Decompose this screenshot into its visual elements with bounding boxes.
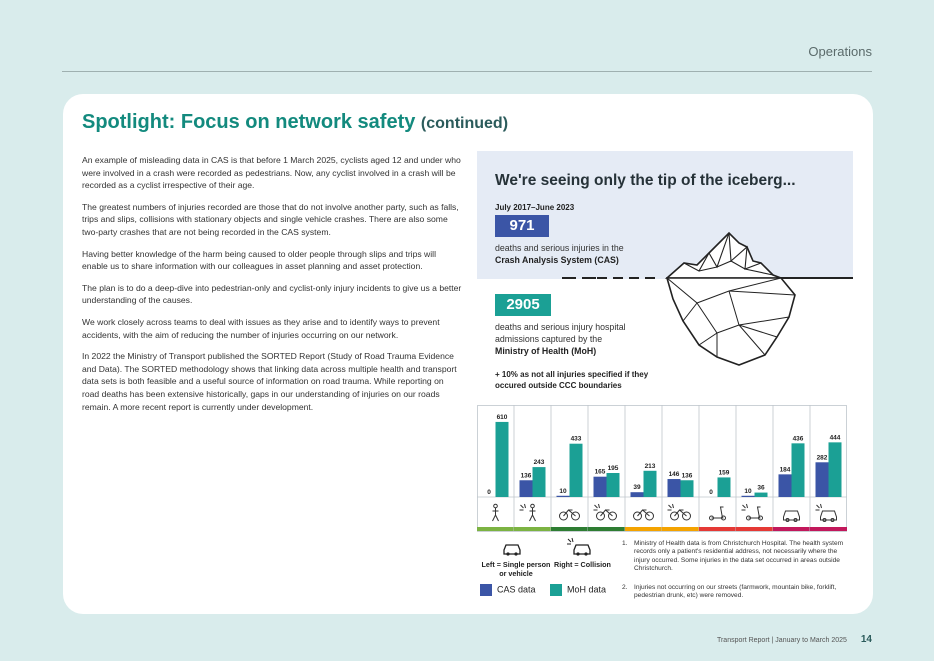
mode-icon	[710, 507, 726, 520]
bar-value-label: 10	[744, 487, 752, 495]
moh-source: Ministry of Health (MoH)	[495, 346, 597, 356]
iceberg-heading: We're seeing only the tip of the iceberg...	[495, 172, 796, 189]
mode-icon	[742, 504, 763, 520]
mode-icon	[493, 504, 499, 521]
bar-moh	[829, 442, 842, 497]
bar-value-label: 165	[594, 468, 606, 476]
bar-cas	[668, 479, 681, 497]
header-divider	[62, 71, 872, 72]
bar-moh	[607, 473, 620, 497]
category-strip	[662, 527, 699, 531]
bar-value-label: 282	[816, 454, 828, 462]
cas-stat-badge: 971	[495, 215, 549, 237]
paragraph: An example of misleading data in CAS is that before 1 March 2025, cyclists aged 12 and under who were involved in a crash were recorded as pedestrians. Now, any cyclist involved in a crash will be recorded as a cyclist irrespective of their age.	[82, 155, 461, 191]
moh-stat-description	[495, 321, 665, 357]
bar-value-label: 39	[633, 484, 641, 492]
legend-cas: CAS data	[480, 584, 536, 596]
bar-moh	[496, 422, 509, 497]
bar-moh	[570, 444, 583, 497]
bar-value-label: 433	[570, 435, 582, 443]
category-strip	[699, 527, 736, 531]
title-suffix: (continued)	[420, 115, 509, 132]
mode-icon	[816, 504, 837, 522]
bar-value-label: 159	[718, 469, 730, 477]
section-label: Operations	[808, 44, 872, 59]
bar-value-label: 10	[559, 487, 567, 495]
mode-icon	[784, 511, 800, 522]
page-title	[82, 111, 508, 134]
bar-value-label: 136	[520, 472, 532, 480]
bar-value-label: 213	[644, 462, 656, 470]
category-strip	[736, 527, 773, 531]
report-name: Transport Report | January to March 2025	[716, 637, 847, 644]
category-strip	[514, 527, 551, 531]
bar-cas	[816, 462, 829, 497]
bar-value-label: 184	[779, 466, 791, 474]
paragraph: The greatest numbers of injuries recorded are those that do not involve another party, such as falls, trips and slips, collisions with stationary objects and single vehicle crashes. There are also some two-party crashes that are not being recorded in the CAS system.	[82, 201, 459, 237]
bar-cas	[520, 480, 533, 497]
bar-cas	[779, 474, 792, 497]
paragraph: In 2022 the Ministry of Transport published the SORTED Report (Study of Road Trauma Evidence and Data). The SORTED methodology shows that linking data across multiple health and transport data sets is both feasible and a useful source of information on road trauma. While reporting on road deaths has been extensive historically, gaps in our understanding of injuries on our roads remain. A more recent report is currently under development.	[82, 351, 457, 412]
mode-icon	[594, 504, 617, 520]
bar-value-label: 36	[757, 484, 765, 492]
mode-icon	[560, 510, 580, 520]
cas-swatch	[480, 584, 492, 596]
injury-bar-chart	[477, 405, 847, 535]
bar-value-label: 444	[829, 434, 841, 442]
boundary-note: + 10% as not all injuries specified if they occured outside CCC boundaries	[495, 370, 649, 390]
page-number: 14	[860, 634, 872, 645]
bar-value-label: 195	[607, 465, 619, 472]
bar-cas	[631, 492, 644, 497]
paragraph: We work closely across teams to deal with issues as they arise and to identify ways to prevent accidents, with the aim of reducing the number of injuries occurring on our network.	[82, 316, 440, 340]
bar-moh	[792, 443, 805, 497]
category-strip	[625, 527, 662, 531]
legend-right-label: Right = Collision	[554, 560, 611, 569]
body-text	[82, 154, 462, 422]
category-strip	[810, 527, 847, 531]
moh-swatch	[550, 584, 562, 596]
title-main: Spotlight: Focus on network safety	[82, 111, 416, 133]
bar-value-label: 610	[496, 413, 508, 421]
mode-icon	[668, 504, 691, 520]
paragraph: The plan is to do a deep-dive into pedestrian-only and cyclist-only injury incidents to give us a better understanding of the causes.	[82, 282, 462, 306]
iceberg-period: July 2017–June 2023	[495, 203, 575, 212]
mode-icon	[520, 504, 536, 521]
bar-moh	[681, 480, 694, 497]
category-strip	[477, 527, 514, 531]
legend-left-label: Left = Single person or vehicle	[481, 560, 551, 578]
bar-value-label: 0	[487, 489, 491, 496]
bar-moh	[644, 471, 657, 497]
car-single-icon	[501, 541, 523, 557]
page-footer	[717, 634, 872, 645]
bar-moh	[755, 493, 768, 497]
bar-value-label: 146	[668, 471, 680, 479]
category-strip	[588, 527, 625, 531]
bar-moh	[533, 467, 546, 497]
bar-moh	[718, 477, 731, 497]
paragraph: Having better knowledge of the harm being caused to older people through slips and trips will enable us to share information with our colleagues in asset planning and asset protection.	[82, 248, 436, 272]
car-collision-icon	[566, 537, 594, 557]
moh-stat-badge: 2905	[495, 294, 551, 316]
moh-desc: deaths and serious injury hospital admissions captured by the	[495, 322, 626, 344]
bar-value-label: 0	[709, 489, 713, 496]
bar-value-label: 436	[792, 435, 804, 443]
bar-value-label: 243	[533, 459, 545, 467]
mode-icon	[634, 510, 654, 520]
bar-cas	[742, 496, 755, 497]
bar-cas	[557, 496, 570, 497]
category-strip	[551, 527, 588, 531]
cas-source: Crash Analysis System (CAS)	[495, 255, 619, 265]
cas-desc: deaths and serious injuries in the	[495, 243, 624, 253]
bar-value-label: 136	[681, 472, 693, 480]
legend-moh: MoH data	[550, 584, 606, 596]
category-strip	[773, 527, 810, 531]
bar-cas	[594, 477, 607, 497]
